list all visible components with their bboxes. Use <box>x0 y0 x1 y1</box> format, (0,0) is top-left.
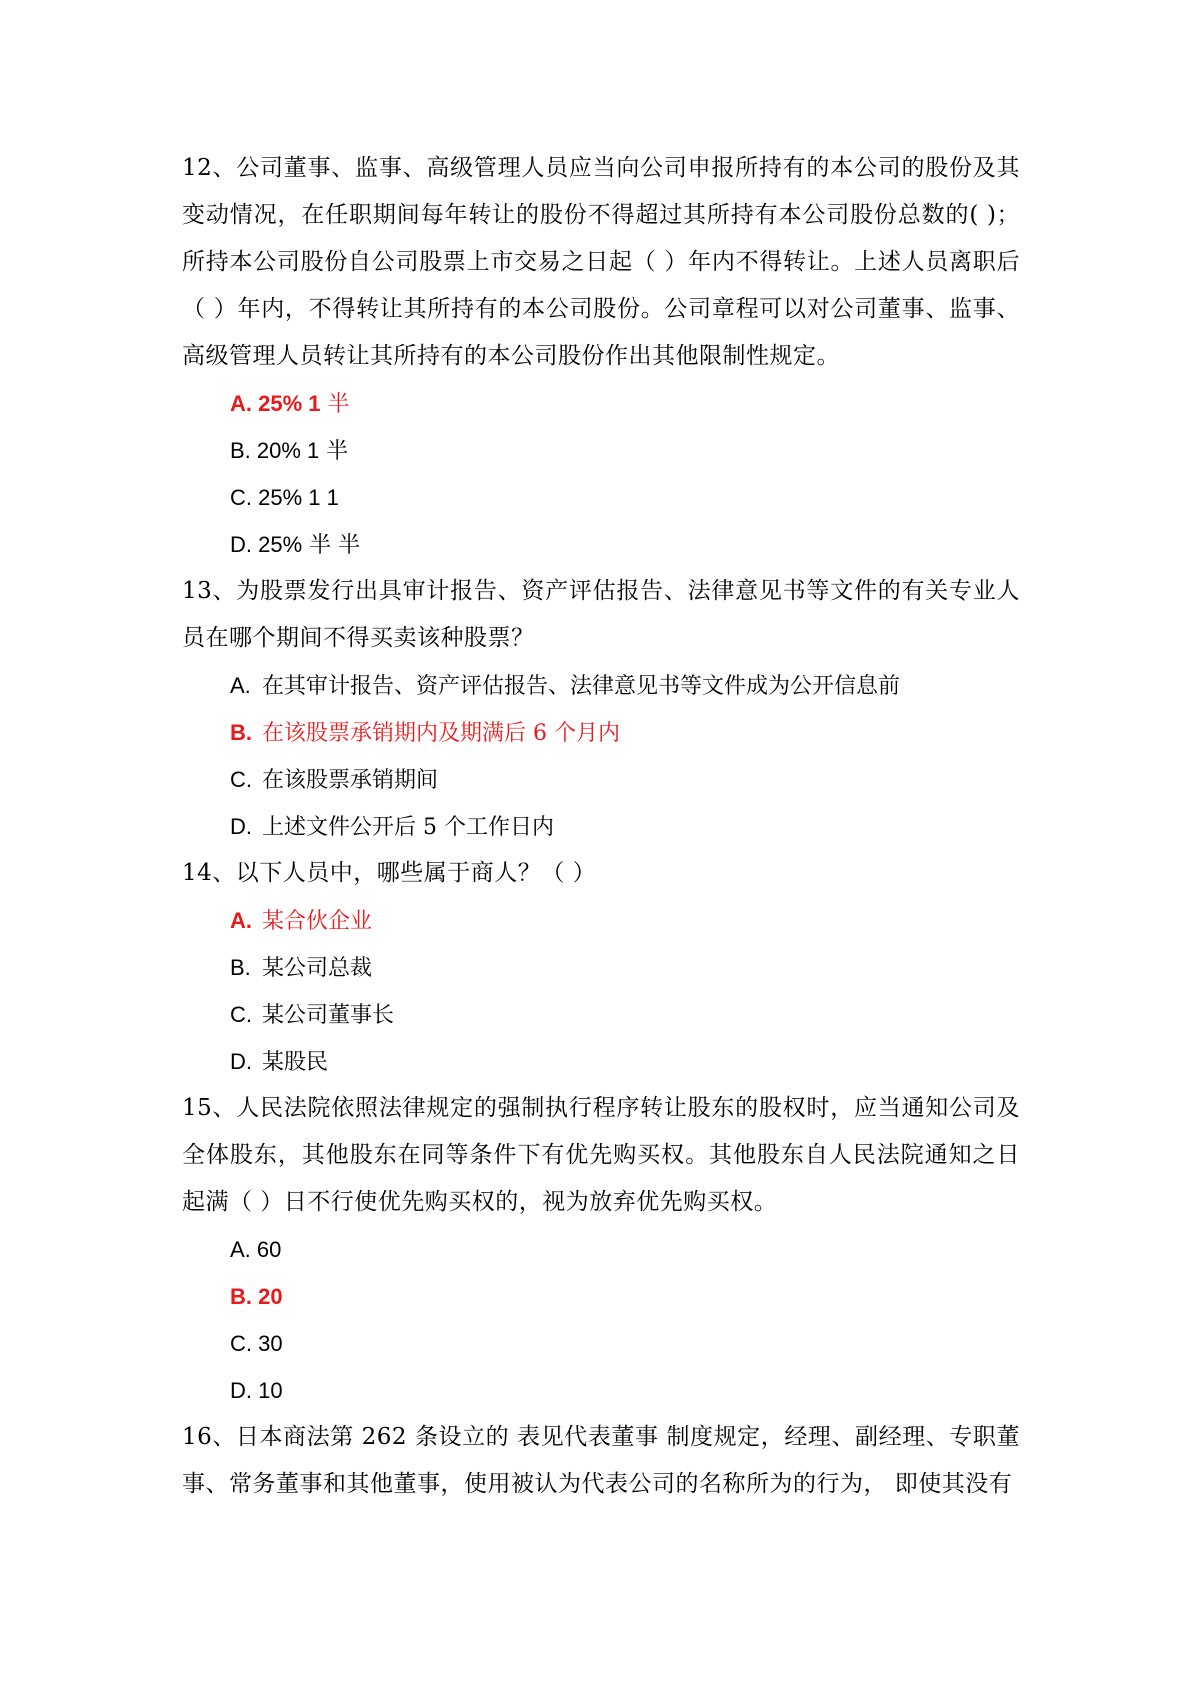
option-b <box>182 944 1020 991</box>
option-label: A. 25% 1 <box>230 391 321 416</box>
option-label: C. 30 <box>230 1331 283 1356</box>
option-label: D. <box>230 1049 252 1074</box>
question-text: 15、人民法院依照法律规定的强制执行程序转让股东的股权时，应当通知公司及全体股东，其他股东在同等条件下有优先购买权。其他股东自人民法院通知之日起满（ ）日不行使优先购买权的，视为放弃优先购买权。 <box>182 1095 1020 1215</box>
question-12 <box>182 145 1020 568</box>
option-a-correct <box>182 897 1020 944</box>
option-a <box>182 1226 1020 1273</box>
option-b-correct <box>182 1273 1020 1320</box>
option-b <box>182 427 1020 474</box>
option-d <box>182 1367 1020 1414</box>
option-text: 某股民 <box>262 1050 329 1075</box>
option-label: B. <box>230 720 252 745</box>
question-text: 12、公司董事、监事、高级管理人员应当向公司申报所持有的本公司的股份及其变动情况，在任职期间每年转让的股份不得超过其所持有本公司股份总数的( )；所持本公司股份自公司股票上市交易之日起（ ）年内不得转让。上述人员离职后（ ）年内，不得转让其所持有的本公司股份。公司章程可以对公司董事、监事、高级管理人员转让其所持有的本公司股份作出其他限制性规定。 <box>182 155 1020 369</box>
option-label: C. 25% 1 1 <box>230 485 339 510</box>
option-label: D. <box>230 814 252 839</box>
question-15 <box>182 1085 1020 1414</box>
option-label: D. 10 <box>230 1378 283 1403</box>
document-page <box>182 145 1020 1508</box>
option-c <box>182 991 1020 1038</box>
option-text: 在其审计报告、资产评估报告、法律意见书等文件成为公开信息前 <box>262 674 901 699</box>
question-text: 13、为股票发行出具审计报告、资产评估报告、法律意见书等文件的有关专业人员在哪个期间不得买卖该种股票？ <box>182 578 1020 651</box>
option-d <box>182 803 1020 850</box>
option-label: D. 25% <box>230 532 303 557</box>
question-13 <box>182 568 1020 850</box>
question-text: 14、以下人员中，哪些属于商人？（ ） <box>182 860 597 886</box>
option-c <box>182 1320 1020 1367</box>
option-a <box>182 662 1020 709</box>
question-14 <box>182 850 1020 1085</box>
option-text: 半 半 <box>302 533 361 558</box>
question-16 <box>182 1414 1020 1508</box>
option-text: 某合伙企业 <box>262 909 373 934</box>
option-text: 在该股票承销期间 <box>262 768 439 793</box>
option-text: 半 <box>319 439 349 464</box>
option-label: A. <box>230 673 251 698</box>
option-c <box>182 474 1020 521</box>
option-text: 半 <box>320 392 350 417</box>
option-text: 上述文件公开后 5 个工作日内 <box>262 815 554 840</box>
option-label: B. <box>230 955 251 980</box>
option-a-correct <box>182 380 1020 427</box>
option-label: C. <box>230 767 252 792</box>
option-text: 在该股票承销期内及期满后 6 个月内 <box>262 721 620 746</box>
option-label: C. <box>230 1002 252 1027</box>
option-b-correct <box>182 709 1020 756</box>
option-d <box>182 1038 1020 1085</box>
option-c <box>182 756 1020 803</box>
option-text: 某公司董事长 <box>262 1003 395 1028</box>
option-label: B. 20 <box>230 1284 283 1309</box>
option-d <box>182 521 1020 568</box>
option-label: B. 20% 1 <box>230 438 320 463</box>
option-label: A. <box>230 908 252 933</box>
option-text: 某公司总裁 <box>262 956 373 981</box>
option-label: A. 60 <box>230 1237 282 1262</box>
question-text: 16、日本商法第 262 条设立的 表见代表董事 制度规定，经理、副经理、专职董事、常务董事和其他董事，使用被认为代表公司的名称所为的行为， 即使其没有 <box>182 1424 1020 1497</box>
